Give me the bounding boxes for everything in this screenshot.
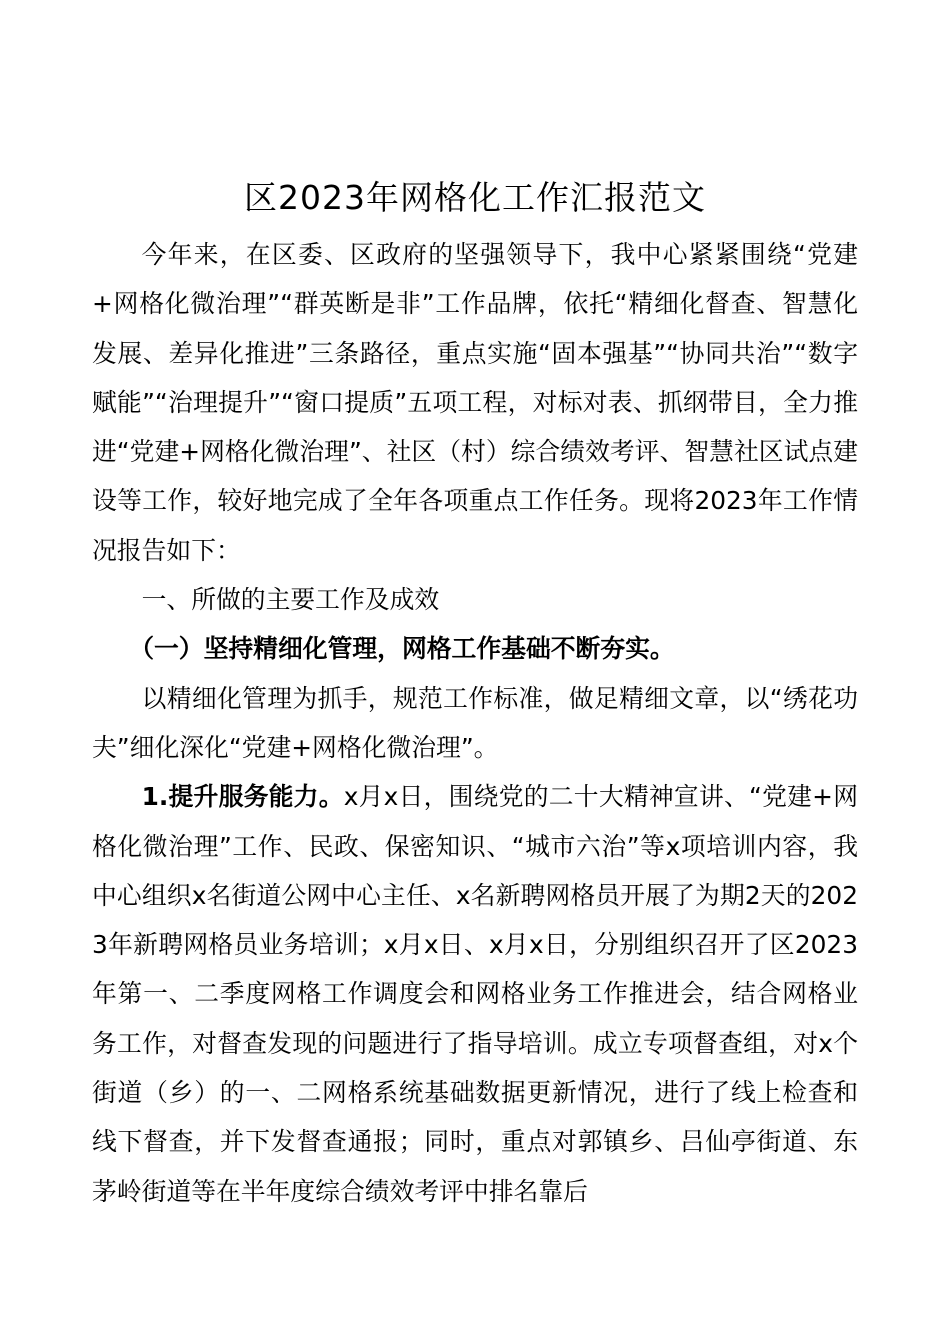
item-body: x月x日，围绕党的二十大精神宣讲、“党建+网格化微治理”工作、民政、保密知识、“城市六治”等x项培训内容，我中心组织x名街道公网中心主任、x名新聘网格员开展了为期2天的2023年新聘网格员业务培训；x月x日、x月x日，分别组织召开了区2023年第一、二季度网格工作调度会和网格业务工作推进会，结合网格业务工作，对督查发现的问题进行了指导培训。成立专项督查组，对x个街道（乡）的一、二网格系统基础数据更新情况，进行了线上检查和线下督查，并下发督查通报；同时，重点对郭镇乡、吕仙亭街道、东茅岭街道等在半年度综合绩效考评中排名靠后 <box>92 782 858 1206</box>
document-body <box>92 172 858 1216</box>
document-title: 区2023年网格化工作汇报范文 <box>244 178 706 217</box>
subsection-heading: （一）坚持精细化管理，网格工作基础不断夯实。 <box>129 634 675 664</box>
item-paragraph <box>92 772 858 1216</box>
subsection-intro-paragraph: 以精细化管理为抓手，规范工作标准，做足精细文章，以“绣花功夫”细化深化“党建+网格化微治理”。 <box>92 683 858 762</box>
section-heading: 一、所做的主要工作及成效 <box>141 585 440 615</box>
intro-paragraph: 今年来，在区委、区政府的坚强领导下，我中心紧紧围绕“党建+网格化微治理”“群英断是非”工作品牌，依托“精细化督查、智慧化发展、差异化推进”三条路径，重点实施“固本强基”“协同共治”“数字赋能”“治理提升”“窗口提质”五项工程，对标对表、抓纲带目，全力推进“党建+网格化微治理”、社区（村）综合绩效考评、智慧社区试点建设等工作，较好地完成了全年各项重点工作任务。现将2023年工作情况报告如下： <box>92 240 858 565</box>
item-lead: 1.提升服务能力。 <box>141 782 344 812</box>
